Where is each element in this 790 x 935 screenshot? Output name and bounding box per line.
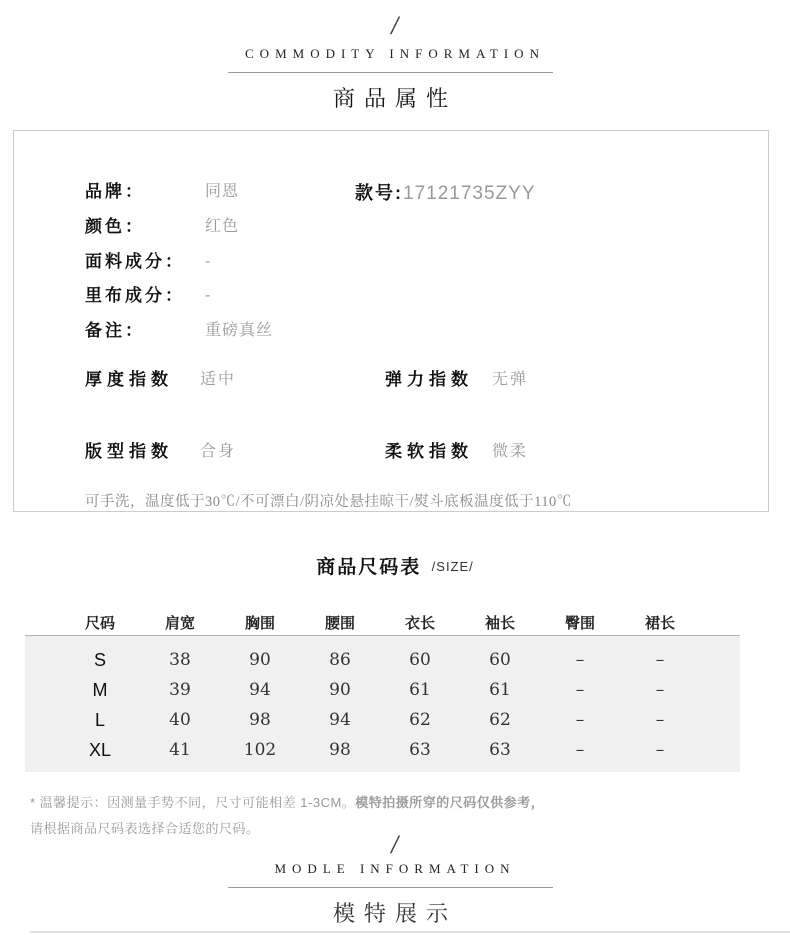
attr-value-lining: - [205, 287, 212, 304]
index-label-softness: 柔软指数 [385, 442, 473, 461]
size-cell: 61 [489, 680, 511, 700]
size-chart-title-suffix: /SIZE/ [431, 559, 474, 574]
size-cell: 94 [249, 680, 271, 700]
size-cell: – [575, 680, 585, 700]
size-header-bust: 胸围 [244, 615, 275, 632]
size-cell: S [93, 649, 106, 670]
section-eyebrow-model: MODLE INFORMATION [274, 861, 516, 876]
size-chart-title: 商品尺码表 [316, 557, 422, 578]
index-label-fit: 版型指数 [85, 442, 173, 461]
size-cell: – [575, 740, 585, 760]
size-cell: – [655, 740, 665, 760]
size-cell: 86 [329, 650, 351, 670]
attr-label-brand: 品牌： [85, 182, 145, 201]
attr-value-brand: 同恩 [205, 183, 240, 200]
size-note-line1 [30, 792, 544, 811]
attr-value-style-number: 17121735ZYY [403, 183, 536, 204]
size-header-waist: 腰围 [324, 615, 355, 632]
size-cell: – [655, 650, 665, 670]
size-cell: 40 [169, 710, 191, 730]
section-divider-bottom [228, 887, 553, 888]
attr-value-fabric: - [205, 253, 212, 270]
attr-label-remark: 备注： [85, 321, 145, 340]
section-title-attributes: 商品属性 [332, 86, 457, 111]
index-label-thickness: 厚度指数 [85, 370, 173, 389]
next-section-edge [30, 931, 790, 933]
attr-value-color: 红色 [205, 218, 240, 235]
size-chart-title-row [0, 552, 790, 579]
size-cell: L [94, 709, 105, 730]
size-cell: 98 [329, 740, 351, 760]
section-eyebrow-commodity: COMMODITY INFORMATION [245, 46, 545, 61]
decorative-slash-bottom: / [391, 832, 399, 856]
size-cell: XL [88, 739, 112, 760]
table-row-s [60, 645, 700, 675]
size-cell: 94 [329, 710, 351, 730]
index-value-thickness: 适中 [200, 371, 237, 388]
size-cell: 90 [249, 650, 271, 670]
decorative-slash-top: / [391, 13, 399, 37]
section-title-model: 模特展示 [332, 901, 457, 926]
size-cell: 90 [329, 680, 351, 700]
size-cell: 62 [489, 710, 511, 730]
size-cell: – [655, 680, 665, 700]
size-table-header [60, 612, 700, 633]
attr-value-remark: 重磅真丝 [205, 322, 274, 339]
size-header-sleeve: 袖长 [484, 615, 515, 632]
size-cell: – [575, 650, 585, 670]
index-value-fit: 合身 [200, 443, 237, 460]
size-cell: 39 [169, 680, 191, 700]
table-row-m [60, 675, 700, 705]
size-cell: 98 [249, 710, 271, 730]
size-header-skirt: 裙长 [644, 615, 675, 632]
table-row-l [60, 705, 700, 735]
size-header-hip: 臀围 [564, 615, 595, 632]
care-instructions: 可手洗，温度低于30℃/不可漂白/阴凉处悬挂晾干/熨斗底板温度低于110℃ [85, 494, 572, 510]
attr-label-style-number: 款号: [355, 183, 403, 203]
attr-label-color: 颜色： [85, 217, 145, 236]
size-note-line1-text: * 温馨提示：因测量手势不同，尺寸可能相差 1-3CM。 [30, 795, 356, 810]
size-cell: 61 [409, 680, 431, 700]
size-cell: – [655, 710, 665, 730]
size-cell: 60 [489, 650, 511, 670]
size-header-size: 尺码 [84, 615, 115, 632]
size-cell: – [575, 710, 585, 730]
attr-label-fabric: 面料成分： [85, 252, 185, 271]
index-value-softness: 微柔 [492, 443, 529, 460]
size-cell: 60 [409, 650, 431, 670]
table-row-xl [60, 735, 700, 765]
section-divider-top [228, 72, 553, 73]
size-cell: M [92, 679, 108, 700]
attr-label-lining: 里布成分： [85, 286, 185, 305]
index-label-elasticity: 弹力指数 [385, 370, 473, 389]
size-cell: 102 [243, 740, 277, 760]
size-cell: 38 [169, 650, 191, 670]
size-cell: 41 [169, 740, 191, 760]
size-note-line1-emphasis: 模特拍摄所穿的尺码仅供参考， [355, 795, 545, 810]
size-header-length: 衣长 [404, 615, 435, 632]
size-table-body [25, 635, 740, 772]
index-value-elasticity: 无弹 [492, 371, 529, 388]
size-cell: 62 [409, 710, 431, 730]
size-cell: 63 [489, 740, 511, 760]
attr-row-style-number [355, 180, 536, 206]
size-header-shoulder: 肩宽 [164, 615, 195, 632]
size-note-line2: 请根据商品尺码表选择合适您的尺码。 [30, 821, 260, 836]
size-cell: 63 [409, 740, 431, 760]
